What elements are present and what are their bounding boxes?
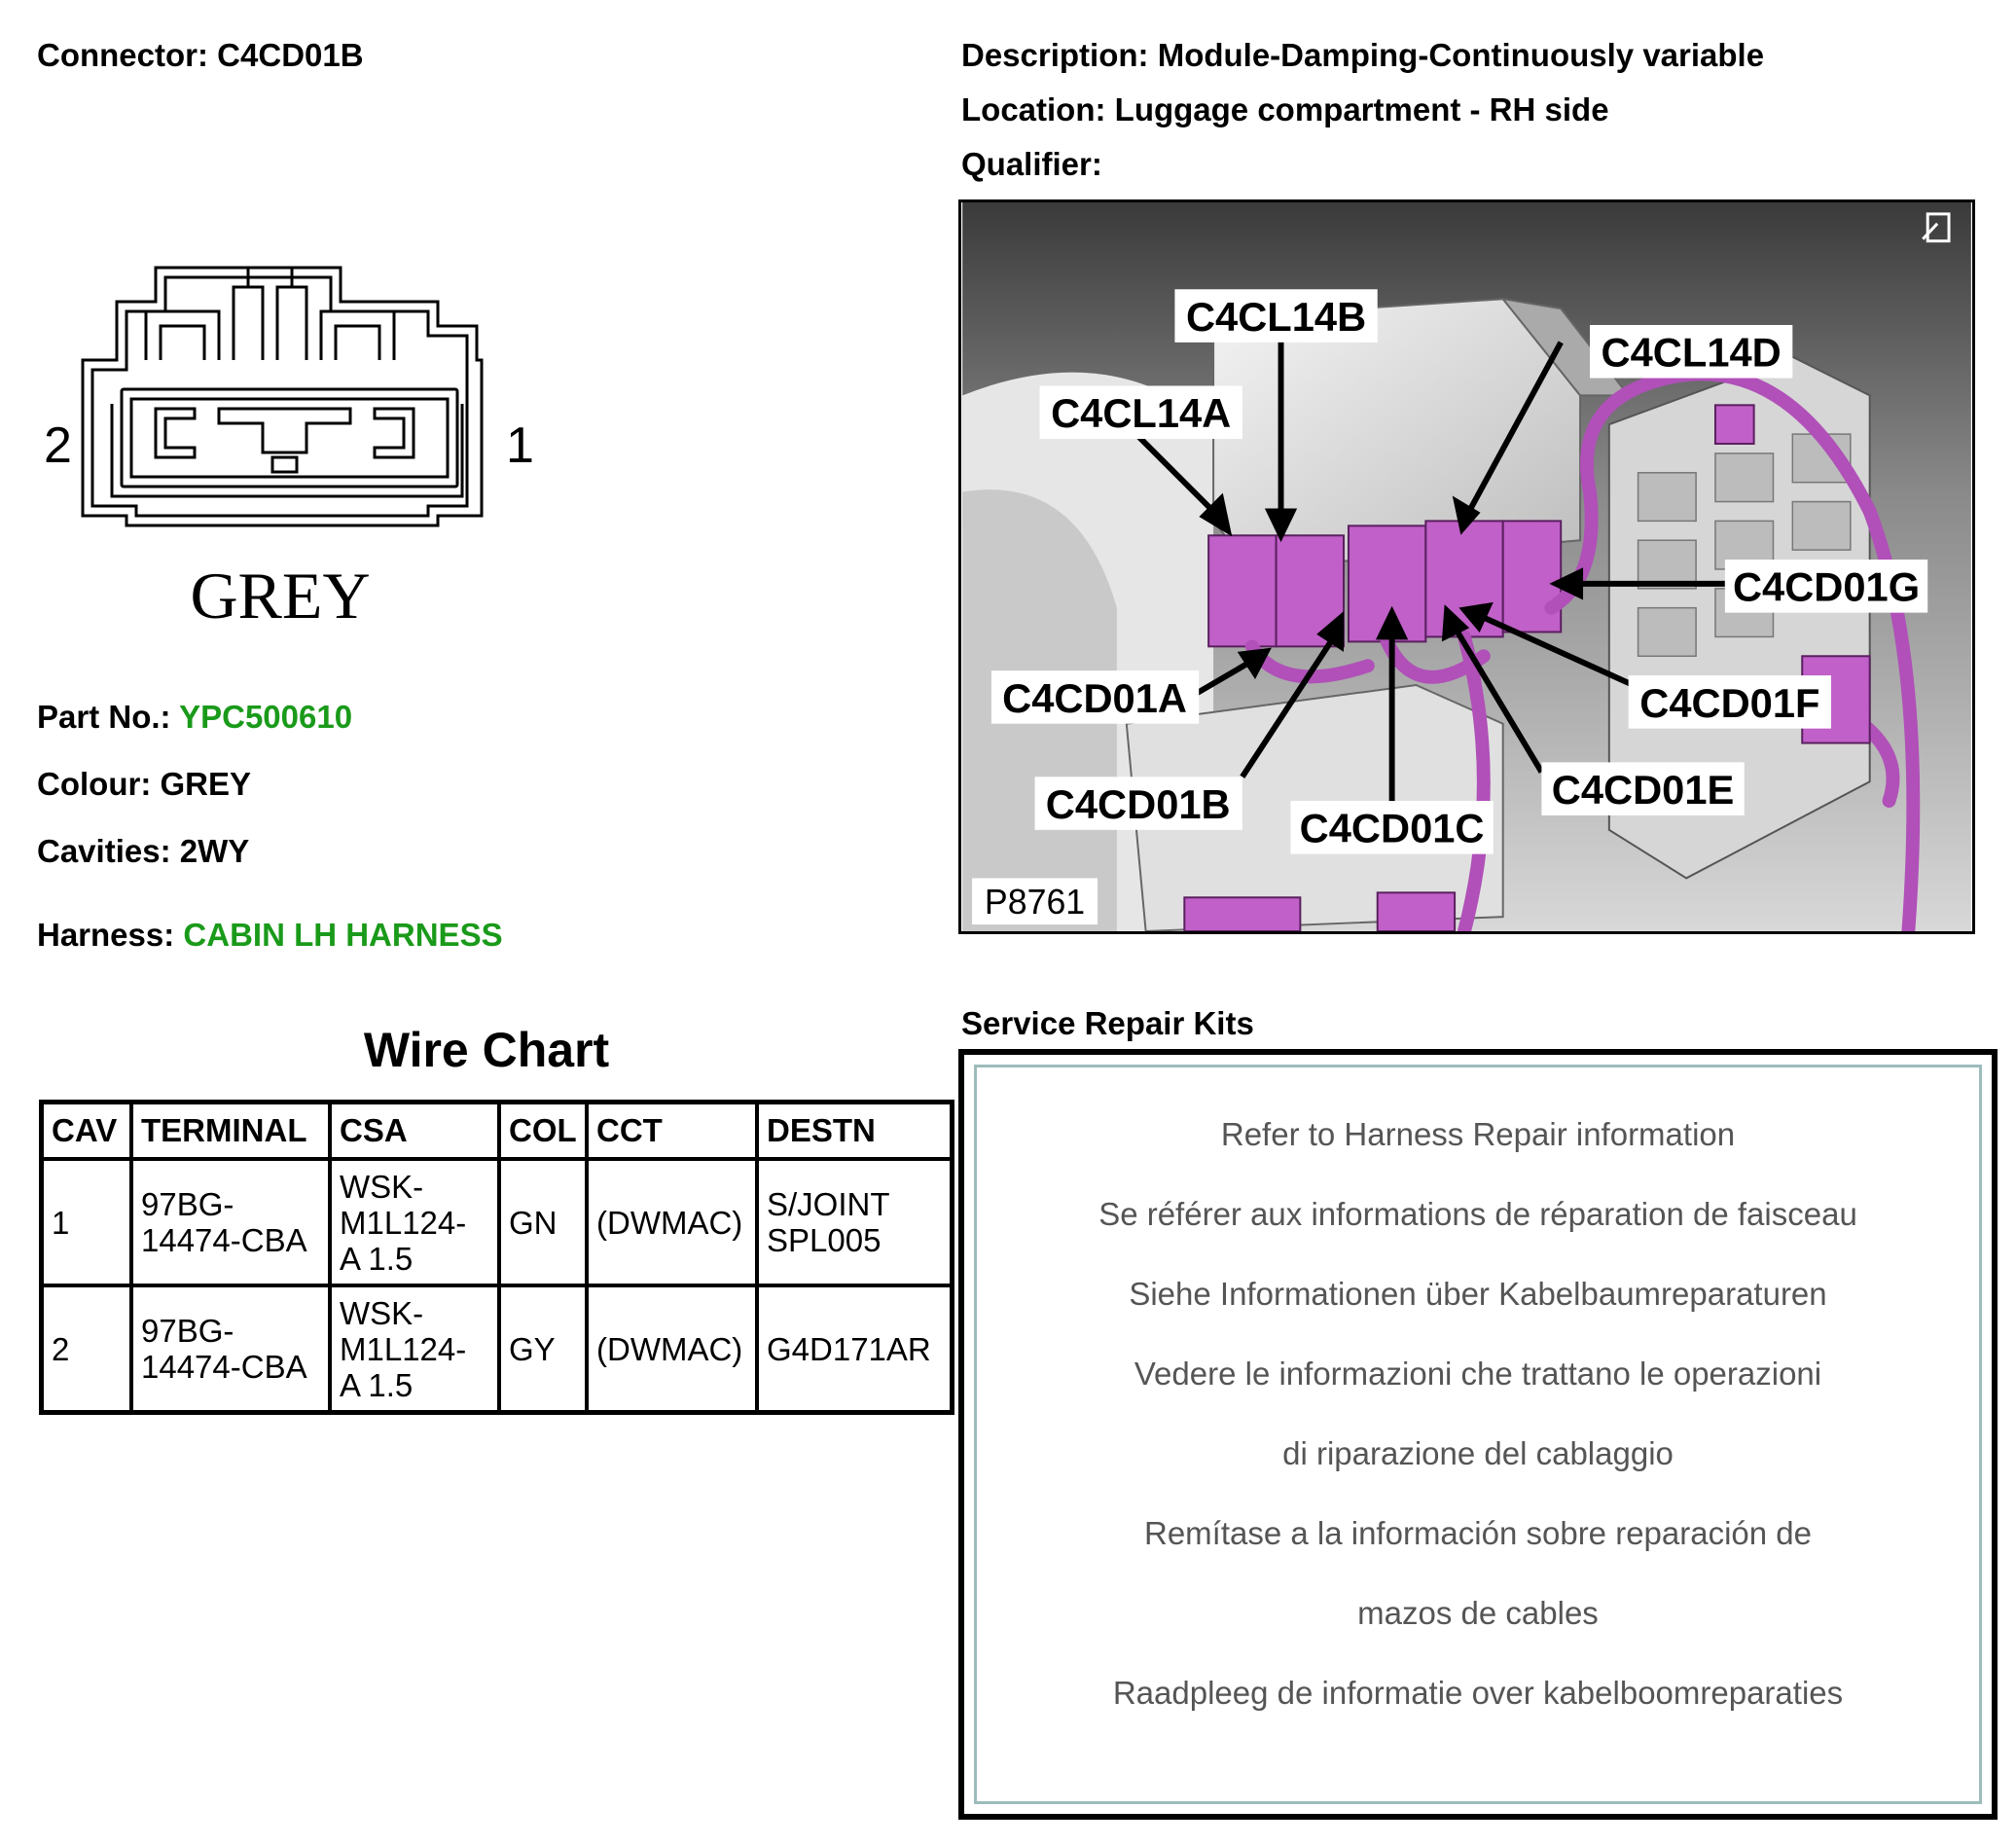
header-destn: DESTN	[757, 1103, 953, 1160]
location-field	[961, 91, 1609, 128]
cell-col: GN	[499, 1159, 587, 1285]
service-repair-kits-box	[958, 1049, 1998, 1820]
wire-chart-title: Wire Chart	[363, 1023, 610, 1077]
header-cav: CAV	[42, 1103, 132, 1160]
header-col: COL	[499, 1103, 587, 1160]
kit-line-es-1: Remítase a la información sobre reparación de	[1143, 1515, 1813, 1551]
harness-value: CABIN LH HARNESS	[183, 917, 503, 953]
harness-label: Harness:	[37, 917, 175, 953]
table-row	[42, 1159, 953, 1285]
header-cct: CCT	[587, 1103, 757, 1160]
connector-colour-caption: GREY	[190, 559, 371, 628]
label-c4cd01e: C4CD01E	[1551, 767, 1735, 814]
figure-id: P8761	[984, 883, 1086, 922]
kit-line-it-1: Vedere le informazioni che trattano le operazioni	[1134, 1356, 1822, 1392]
part-number	[37, 699, 352, 736]
header-terminal: TERMINAL	[131, 1103, 330, 1160]
label-c4cd01b: C4CD01B	[1045, 780, 1231, 827]
connector-label: Connector:	[37, 37, 208, 73]
colour-value: GREY	[160, 766, 252, 802]
cell-cct: (DWMAC)	[587, 1285, 757, 1413]
description-value: Module-Damping-Continuously variable	[1157, 37, 1765, 73]
label-c4cl14a: C4CL14A	[1051, 390, 1232, 437]
qualifier-label: Qualifier:	[961, 146, 1102, 182]
connector-header	[37, 37, 364, 74]
cell-csa: WSK- M1L124- A 1.5	[330, 1285, 499, 1413]
cell-terminal: 97BG- 14474-CBA	[131, 1285, 330, 1413]
label-c4cd01g: C4CD01G	[1732, 563, 1921, 610]
wire-chart-header-row	[42, 1103, 953, 1160]
colour-label: Colour:	[37, 766, 152, 802]
header-csa: CSA	[330, 1103, 499, 1160]
part-number-label: Part No.:	[37, 699, 171, 735]
kit-line-fr: Se référer aux informations de réparation de faisceau	[1098, 1196, 1857, 1232]
description-field	[961, 37, 1764, 74]
cell-cct: (DWMAC)	[587, 1159, 757, 1285]
label-c4cl14d: C4CL14D	[1601, 329, 1782, 376]
pin-label-1: 1	[506, 417, 534, 474]
connector-value: C4CD01B	[217, 37, 364, 73]
cell-cav: 2	[42, 1285, 132, 1413]
service-repair-kits-title: Service Repair Kits	[961, 1005, 1254, 1041]
wire-chart-table	[39, 1100, 954, 1415]
label-c4cl14b: C4CL14B	[1185, 293, 1367, 340]
cavities-label: Cavities:	[37, 833, 171, 869]
cell-col: GY	[499, 1285, 587, 1413]
cell-terminal: 97BG- 14474-CBA	[131, 1159, 330, 1285]
harness-field	[37, 917, 503, 954]
cavities-field	[37, 833, 249, 870]
label-c4cd01c: C4CD01C	[1299, 805, 1485, 851]
connector-location-image	[958, 199, 1975, 934]
cell-destn: G4D171AR	[757, 1285, 953, 1413]
kit-line-en: Refer to Harness Repair information	[1220, 1116, 1736, 1152]
cell-csa: WSK- M1L124- A 1.5	[330, 1159, 499, 1285]
cavities-value: 2WY	[179, 833, 250, 869]
service-repair-kits-inner	[974, 1065, 1982, 1804]
kit-line-nl: Raadpleeg de informatie over kabelboomreparaties	[1112, 1675, 1844, 1711]
label-c4cd01a: C4CD01A	[1002, 674, 1187, 721]
colour-field	[37, 766, 251, 803]
pin-label-2: 2	[44, 417, 72, 474]
cell-destn: S/JOINT SPL005	[757, 1159, 953, 1285]
connector-face-diagram	[29, 248, 555, 628]
cell-cav: 1	[42, 1159, 132, 1285]
table-row	[42, 1285, 953, 1413]
part-number-value: YPC500610	[179, 699, 353, 735]
location-label: Location:	[961, 91, 1106, 127]
kit-line-es-2: mazos de cables	[1357, 1595, 1599, 1631]
kit-line-it-2: di riparazione del cablaggio	[1282, 1435, 1674, 1471]
label-c4cd01f: C4CD01F	[1639, 679, 1820, 726]
description-label: Description:	[961, 37, 1149, 73]
kit-line-de: Siehe Informationen über Kabelbaumreparaturen	[1129, 1276, 1827, 1312]
location-value: Luggage compartment - RH side	[1114, 91, 1609, 127]
